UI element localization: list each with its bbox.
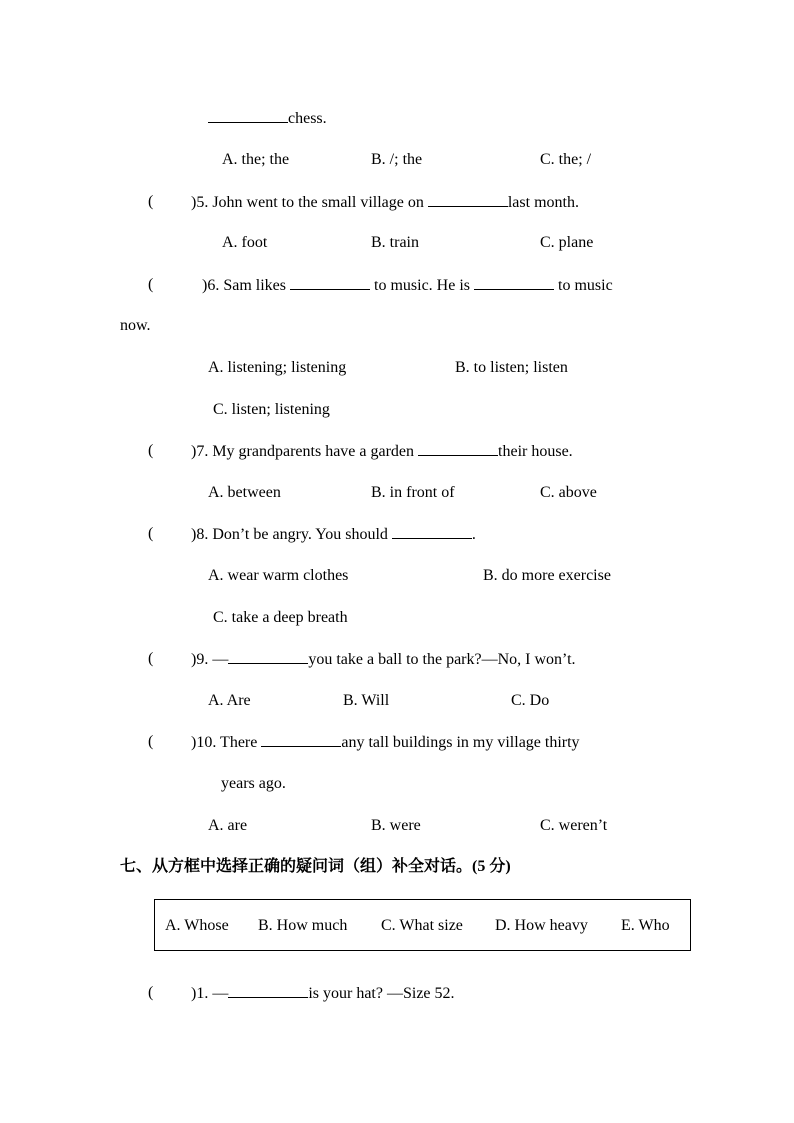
q9-text-before: — <box>212 651 229 668</box>
q9-stem <box>191 649 576 670</box>
word-box-item-e: E. Who <box>621 917 670 934</box>
answer-blank[interactable] <box>290 275 370 290</box>
q6-number: 6. <box>207 277 220 294</box>
q9-text-after: you take a ball to the park?—No, I won’t. <box>308 651 576 668</box>
q8-text-after: . <box>471 526 476 543</box>
q10-option-b: B. were <box>371 817 421 834</box>
q8-option-c: C. take a deep breath <box>213 609 348 626</box>
q7-option-a: A. between <box>208 484 281 501</box>
q7-option-c: C. above <box>540 484 597 501</box>
q5-paren-open: ( <box>148 193 154 210</box>
q5-option-a: A. foot <box>222 234 268 251</box>
q8-paren-open: ( <box>148 525 154 542</box>
s7q1-text-after: is your hat? —Size 52. <box>308 985 455 1002</box>
q5-option-c: C. plane <box>540 234 594 251</box>
q5-paren-close: ) <box>191 194 197 211</box>
q9-number: 9. <box>196 651 209 668</box>
q10-paren-open: ( <box>148 733 154 750</box>
q6-option-b: B. to listen; listen <box>455 359 568 376</box>
q10-option-a: A. are <box>208 817 248 834</box>
s7q1-paren-open: ( <box>148 984 154 1001</box>
q5-stem <box>191 192 579 213</box>
answer-blank[interactable] <box>428 192 508 207</box>
q6-option-c: C. listen; listening <box>213 401 330 418</box>
s7q1-number: 1. <box>196 985 209 1002</box>
word-box-item-d: D. How heavy <box>495 917 588 934</box>
q7-paren-open: ( <box>148 442 154 459</box>
word-box-item-a: A. Whose <box>165 917 229 934</box>
q10-text-after: any tall buildings in my village thirty <box>341 734 580 751</box>
q6-paren-close: ) <box>202 277 208 294</box>
word-box-item-c: C. What size <box>381 917 463 934</box>
q8-option-a: A. wear warm clothes <box>208 567 349 584</box>
q9-option-b: B. Will <box>343 692 390 709</box>
answer-blank[interactable] <box>474 275 554 290</box>
q4-option-a: A. the; the <box>222 151 290 168</box>
q4-tail-line <box>208 108 327 129</box>
q6-paren-open: ( <box>148 276 154 293</box>
q4-option-c: C. the; / <box>540 151 592 168</box>
s7q1-text-before: — <box>212 985 229 1002</box>
answer-blank[interactable] <box>418 441 498 456</box>
q6-continuation: now. <box>120 317 151 334</box>
q7-option-b: B. in front of <box>371 484 455 501</box>
section-7-score: (5 分) <box>472 858 511 875</box>
q5-option-b: B. train <box>371 234 419 251</box>
q10-number: 10. <box>196 734 217 751</box>
q8-option-b: B. do more exercise <box>483 567 611 584</box>
answer-blank[interactable] <box>392 524 472 539</box>
q9-option-c: C. Do <box>511 692 550 709</box>
q5-number: 5. <box>196 194 209 211</box>
answer-blank[interactable] <box>208 108 288 123</box>
s7q1-paren-close: ) <box>191 985 197 1002</box>
q7-paren-close: ) <box>191 443 197 460</box>
section-7-heading <box>120 855 511 878</box>
q7-stem <box>191 441 573 462</box>
q10-option-c: C. weren’t <box>540 817 608 834</box>
q6-option-a: A. listening; listening <box>208 359 347 376</box>
q9-paren-open: ( <box>148 650 154 667</box>
q8-stem <box>191 524 476 545</box>
q4-option-b: B. /; the <box>371 151 423 168</box>
q9-paren-close: ) <box>191 651 197 668</box>
q8-number: 8. <box>196 526 209 543</box>
q6-text-2: to music. He is <box>370 277 474 294</box>
word-box-item-b: B. How much <box>258 917 348 934</box>
q10-continuation: years ago. <box>221 775 286 792</box>
q7-number: 7. <box>196 443 209 460</box>
answer-blank[interactable] <box>228 983 308 998</box>
q7-text-after: their house. <box>498 443 573 460</box>
q6-text-1: Sam likes <box>223 277 290 294</box>
answer-blank[interactable] <box>261 732 341 747</box>
q8-paren-close: ) <box>191 526 197 543</box>
q6-stem <box>202 275 613 296</box>
section-7-title: 七、从方框中选择正确的疑问词（组）补全对话。 <box>120 856 473 875</box>
word-box <box>154 899 691 951</box>
s7q1-stem <box>191 983 455 1004</box>
q10-paren-close: ) <box>191 734 197 751</box>
answer-blank[interactable] <box>228 649 308 664</box>
q7-text-before: My grandparents have a garden <box>212 443 419 460</box>
q8-text-before: Don’t be angry. You should <box>212 526 392 543</box>
q10-stem <box>191 732 580 753</box>
q5-text-before: John went to the small village on <box>212 194 428 211</box>
q4-tail: chess. <box>288 110 327 127</box>
q9-option-a: A. Are <box>208 692 251 709</box>
q6-text-3: to music <box>554 277 613 294</box>
q10-text-before: There <box>220 734 262 751</box>
q5-text-after: last month. <box>507 194 579 211</box>
